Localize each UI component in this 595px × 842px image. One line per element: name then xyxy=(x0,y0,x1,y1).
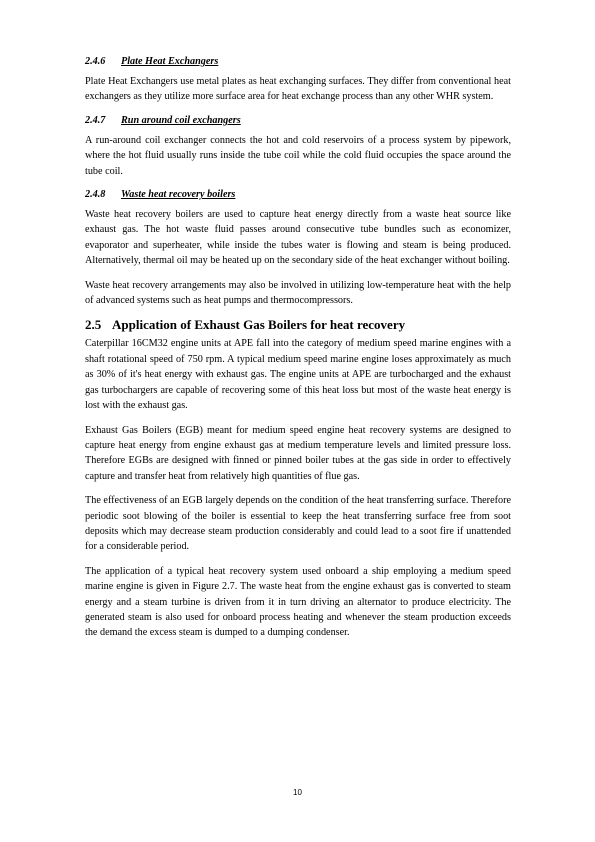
section-number: 2.4.6 xyxy=(85,56,106,67)
heading-2-4-7 xyxy=(85,115,511,127)
paragraph-exhaust-gas-boilers: Exhaust Gas Boilers (EGB) meant for medium speed engine heat recovery systems are designed to capture heat energy from engine exhaust gas at medium temperature levels and limited pressure loss. Therefore EGBs are designed with finned or pinned boiler tubes at the gas side in order to effectively capture and transfer heat from relatively high quantities of flue gas. xyxy=(85,424,511,482)
paragraph-plate-heat-exchangers: Plate Heat Exchangers use metal plates as heat exchanging surfaces. They differ from conventional heat exchangers as they utilize more surface area for heat exchange process than any other WHR system. xyxy=(85,76,511,103)
section-number: 2.5 xyxy=(85,317,102,333)
heading-2-4-8 xyxy=(85,189,511,201)
paragraph-waste-heat-boilers: Waste heat recovery boilers are used to capture heat energy directly from a waste heat source like exhaust gas. The hot waste fluid passes around consecutive tube bundles such as economizer, evaporator and superheater, while inside the tubes water is flowing and steam is being produced. Alternatively, thermal oil may be heated up on the secondary side of the heat exchanger without boiling. xyxy=(85,209,511,267)
page-number: 10 xyxy=(293,788,302,797)
section-title: Application of Exhaust Gas Boilers for heat recovery xyxy=(112,317,406,333)
section-number: 2.4.7 xyxy=(85,114,106,126)
paragraph-caterpillar-engines: Caterpillar 16CM32 engine units at APE fall into the category of medium speed marine engines with a shaft rotational speed of 750 rpm. A typical medium speed marine engine loses approximately as much as 30% of it's heat energy with exhaust gas. The engine units at APE are turbocharged and the exhaust gas turbochargers are capable of recovering some of this heat loss but most of the waste heat energy is lost with the exhaust gas. xyxy=(85,338,511,412)
paragraph-heat-recovery-application: The application of a typical heat recovery system used onboard a ship employing a medium speed marine engine is given in Figure 2.7. The waste heat from the engine exhaust gas is converted to steam energy and a steam turbine is driven from it in turn driving an alternator to produce electricity. The generated steam is also used for onboard process heating and whenever the steam production exceeds the demand the excess steam is dumped to a dumping condenser. xyxy=(85,565,511,639)
document-body xyxy=(85,50,511,641)
heading-2-5 xyxy=(85,317,511,333)
paragraph-run-around-coil: A run-around coil exchanger connects the hot and cold reservoirs of a process system by pipework, where the hot fluid usually runs inside the tube coil while the cold fluid occupies the space around the tube coil. xyxy=(85,134,511,177)
section-number: 2.4.8 xyxy=(85,189,106,201)
section-title: Plate Heat Exchangers xyxy=(121,56,219,67)
section-title: Run around coil exchangers xyxy=(121,114,241,126)
paragraph-egb-effectiveness: The effectiveness of an EGB largely depends on the condition of the heat transferring surface. Therefore periodic soot blowing of the boiler is essential to keep the heat transferring surface free from soot deposits which may decrease steam production considerably and could lead to a soot fire if unattended for a considerable period. xyxy=(85,495,511,553)
section-title: Waste heat recovery boilers xyxy=(121,189,236,201)
paragraph-low-temperature-heat: Waste heat recovery arrangements may also be involved in utilizing low-temperature heat with the help of advanced systems such as heat pumps and thermocompressors. xyxy=(85,279,511,307)
heading-2-4-6 xyxy=(85,56,511,68)
